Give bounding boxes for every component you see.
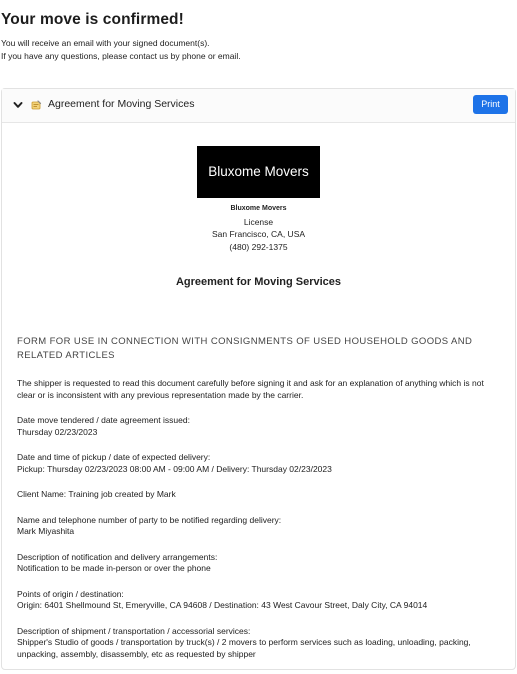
chevron-down-icon[interactable] [12, 99, 24, 111]
section-value: Thursday 02/23/2023 [17, 426, 98, 437]
company-license: License [243, 216, 274, 227]
contact-notice: If you have any questions, please contact us by phone or email. [1, 50, 241, 61]
email-notice: You will receive an email with your signed document(s). [1, 38, 210, 48]
document-title: Agreement for Moving Services [175, 276, 342, 288]
confirmation-header [1, 11, 511, 62]
agreement-panel [1, 88, 516, 670]
agreement-panel-title: Agreement for Moving Services [48, 98, 195, 110]
section-label: Description of notification and delivery arrangements: [17, 551, 218, 562]
section-label: Client Name: Training job created by Mark [17, 489, 176, 499]
form-caption: FORM FOR USE IN CONNECTION WITH CONSIGNMENTS OF USED HOUSEHOLD GOODS AND RELATED ARTICLES [17, 336, 473, 361]
confirmation-message [1, 37, 511, 62]
company-info [2, 203, 515, 253]
section-value: Shipper's Studio of goods / transportation by truck(s) / 2 movers to perform services such as loading, unloading, packing, unpacking, assembly, disassembly, etc as requested by shipper [17, 637, 471, 659]
section-label: Date move tendered / date agreement issued: [17, 415, 190, 425]
agreement-section [17, 552, 502, 575]
agreement-panel-header[interactable] [2, 89, 515, 123]
section-value: Pickup: Thursday 02/23/2023 08:00 AM - 09:00 AM / Delivery: Thursday 02/23/2023 [17, 463, 332, 474]
print-button[interactable]: Print [473, 95, 508, 114]
section-value: Mark Miyashita [17, 526, 75, 536]
section-value: Origin: 6401 Shellmound St, Emeryville, CA 94608 / Destination: 43 West Cavour Street, Daly City, CA 94014 [17, 600, 428, 610]
document-icon [30, 99, 42, 111]
section-value: Notification to be made in-person or over the phone [17, 563, 211, 573]
company-name: Bluxome Movers [230, 205, 287, 212]
section-label: Points of origin / destination: [17, 588, 124, 599]
company-location: San Francisco, CA, USA [211, 229, 306, 239]
agreement-section [17, 515, 502, 538]
company-phone: (480) 292-1375 [229, 241, 288, 252]
agreement-section [17, 415, 502, 438]
page-title: Your move is confirmed! [1, 11, 184, 28]
agreement-section [17, 589, 502, 612]
intro-paragraph: The shipper is requested to read this document carefully before signing it and ask for an explanation of anything which is not clear or is inconsistent with any previous representation made by the carrier. [17, 378, 484, 400]
section-label: Name and telephone number of party to be notified regarding delivery: [17, 514, 282, 525]
agreement-section [17, 489, 502, 501]
company-logo: Bluxome Movers [197, 146, 320, 198]
agreement-body [17, 378, 502, 674]
section-label: Description of shipment / transportation / accessorial services: [17, 625, 251, 636]
agreement-section [17, 452, 502, 475]
agreement-section [17, 626, 502, 661]
section-label: Date and time of pickup / date of expected delivery: [17, 452, 211, 462]
